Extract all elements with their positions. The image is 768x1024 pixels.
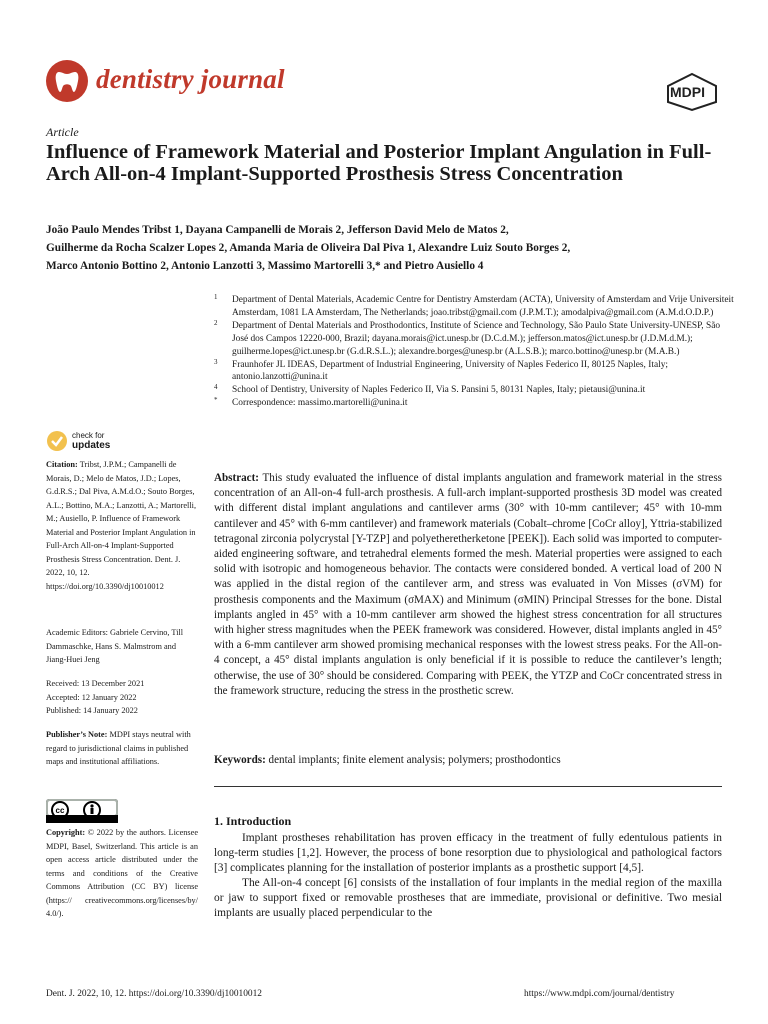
affiliation-item [214, 294, 734, 320]
publisher-note [46, 728, 198, 769]
citation-label: Citation: [46, 460, 78, 469]
copyright-block [46, 826, 198, 921]
introduction-body [214, 831, 722, 922]
svg-text:cc: cc [55, 806, 65, 815]
affiliation-item [214, 359, 734, 385]
keywords-text: dental implants; finite element analysis; polymers; prosthodontics [268, 754, 561, 766]
authors-line: Marco Antonio Bottino 2, Antonio Lanzotti 3, Massimo Martorelli 3,* and Pietro Ausiello 4 [46, 260, 484, 272]
dates-block [46, 677, 198, 718]
cc-by-icon [46, 799, 118, 823]
mdpi-logo [664, 72, 720, 112]
published-date: Published: 14 January 2022 [46, 706, 138, 715]
article-type: Article [46, 125, 79, 139]
copyright-label: Copyright: [46, 828, 86, 837]
accepted-date: Accepted: 12 January 2022 [46, 692, 137, 702]
check-updates-icon [46, 430, 68, 452]
footer-citation: Dent. J. 2022, 10, 12. https://doi.org/10.3390/dj10010012 [46, 989, 262, 999]
authors [46, 221, 746, 275]
affiliations [214, 294, 734, 410]
abstract-label: Abstract: [214, 472, 259, 484]
journal-logo-icon [46, 60, 88, 102]
article-title: Influence of Framework Material and Posterior Implant Angulation in Full-Arch All-on-4 Implant-Supported Prosthesis Stress Concentration [46, 141, 712, 185]
abstract-text: This study evaluated the influence of distal implants angulation and framework material in the stress concentration of an All-on-4 full-arch prosthesis. A full-arch implant-supported prosthesis 3D model was created with different distal implant angulations and cantilever arms (30° with 10-mm cantilever; 45° with 10-mm cantilever and 45° with 6-mm cantilever) and framework materials (Cobalt–chrome [CoCr alloy], Yttria-stabilized tetragonal zirconia polycrystal [Y-TZP] and polyetheretherketone [PEEK]). Each solid was imported to computer-aided engineering software, and tetrahedral elements formed the mesh. Material properties were assigned to each solid with isotropic and homogeneous behavior. The contacts were considered bonded. A vertical load of 200 N was applied in the distal region of the cantilever arm, and stress was evaluated in Von Misses (σVM) for prosthesis components and the Maximum (σMAX) and Minimum (σMIN) Principal Stresses for the bone. Distal implants angled in 45° with a 10-mm cantilever arm showed the highest stress concentration for all structures with higher stress magnitudes when the PEEK framework was considered. However, distal implants angled in 45° with a 6-mm cantilever arm showed promising mechanical responses with the lowest stress peaks. For the All-on-4 concept, a 45° distal implants angulation is only beneficial if it is possible to reduce the cantilever’s length; otherwise, the use of 30° should be considered. Comparing with PEEK, the YTZP and CoCr concentrated stress in the framework structure, reducing the stress in the prosthetic screw. [214, 472, 722, 697]
journal-name: dentistry journal [96, 64, 285, 94]
section-heading: 1. Introduction [214, 814, 292, 828]
footer-journal-link[interactable]: https://www.mdpi.com/journal/dentistry [524, 989, 675, 999]
affiliation-number: 2 [214, 318, 218, 327]
affiliation-text: Fraunhofer JL IDEAS, Department of Industrial Engineering, University of Naples Federico II, 80125 Naples, Italy; antonio.lanzotti@unina.it [232, 359, 668, 383]
paragraph: The All-on-4 concept [6] consists of the installation of four implants in the medial region of the maxilla or jaw to support fixed or removable prostheses that are immediate, provisional or definitive. Two mesial implants are usually placed perpendicular to the [214, 877, 722, 920]
affiliation-number: 3 [214, 357, 218, 366]
paragraph: Implant prostheses rehabilitation has proven efficacy in the treatment of fully edentulous patients in long-term studies [1,2]. However, the process of bone resorption due to physiological and pathological factors [3] complicates planning for the installation of posterior implants as a prosthetic support [4,5]. [214, 832, 722, 875]
affiliation-text: Department of Dental Materials, Academic Centre for Dentistry Amsterdam (ACTA), University of Amsterdam and Vrije Universiteit Amsterdam, 1081 LA Amsterdam, The Netherlands; joao.tribst@gmail.com (J.P.M.T.); amodalpiva@gmail.com (A.M.d.O.D.P.) [232, 295, 734, 318]
publisher-note-text: MDPI stays neutral with regard to jurisdictional claims in published maps and institutional affiliations. [46, 730, 191, 766]
authors-line: João Paulo Mendes Tribst 1, Dayana Campanelli de Morais 2, Jefferson David Melo de Matos 2, [46, 224, 509, 236]
publisher-note-label: Publisher’s Note: [46, 730, 108, 739]
copyright-text: © 2022 by the authors. Licensee MDPI, Basel, Switzerland. This article is an open access article distributed under the terms and conditions of the Creative Commons Attribution (CC BY) license (https:// creativecommons.org/licenses/by/ 4.0/). [46, 828, 199, 918]
citation-text: Tribst, J.P.M.; Campanelli de Morais, D.; Melo de Matos, J.D.; Lopes, G.d.R.S.; Dal Piva, A.M.d.O.; Souto Borges, A.L.; Bottino, M.A.; Lanzotti, A.; Martorelli, M.; Ausiello, P. Influence of Framework Material and Posterior Implant Angulation in Full-Arch All-on-4 Implant-Supported Prosthesis Stress Concentration. Dent. J. 2022, 10, 12. https://doi.org/10.3390/dj10010012 [46, 460, 197, 591]
affiliation-item [214, 320, 734, 359]
academic-editors: Academic Editors: Gabriele Cervino, Till Dammaschke, Hans S. Malmstrom and Jiang-Huei Jeng [46, 628, 184, 664]
affiliation-text: Correspondence: massimo.martorelli@unina.it [232, 398, 408, 409]
check-updates-label: check for [72, 431, 105, 440]
affiliation-number: 4 [214, 383, 218, 392]
affiliation-item [214, 397, 734, 410]
keywords [214, 753, 722, 768]
check-for-updates-button[interactable] [46, 430, 110, 452]
affiliation-text: School of Dentistry, University of Naples Federico II, Via S. Pansini 5, 80131 Naples, Italy; pietausi@unina.it [232, 385, 646, 396]
cc-by-license-badge[interactable] [46, 799, 118, 823]
affiliation-item [214, 384, 734, 397]
affiliation-number: * [214, 396, 218, 405]
keywords-label: Keywords: [214, 754, 266, 766]
affiliation-text: Department of Dental Materials and Prosthodontics, Institute of Science and Technology, São Paulo State University-UNESP, São José dos Campos 12220-000, Brazil; dayana.morais@ict.unesp.br (D.C.d.M.); jefferson.matos@ict.unesp.br (J.D.M.d.M.); guilherme.lopes@ict.unesp.br (G.d.R.S.L.); alexandre.borges@unesp.br (A.L.S.B.); marco.bottino@unesp.br (M.A.B.) [232, 320, 721, 357]
authors-line: Guilherme da Rocha Scalzer Lopes 2, Amanda Maria de Oliveira Dal Piva 1, Alexandre Luiz Souto Borges 2, [46, 242, 571, 254]
citation-block [46, 458, 198, 593]
affiliation-number: 1 [214, 293, 218, 301]
section-divider [214, 786, 722, 787]
abstract [214, 471, 722, 699]
mdpi-logo-text: MDPI [670, 84, 705, 100]
received-date: Received: 13 December 2021 [46, 679, 145, 688]
check-updates-label: updates [72, 440, 111, 451]
